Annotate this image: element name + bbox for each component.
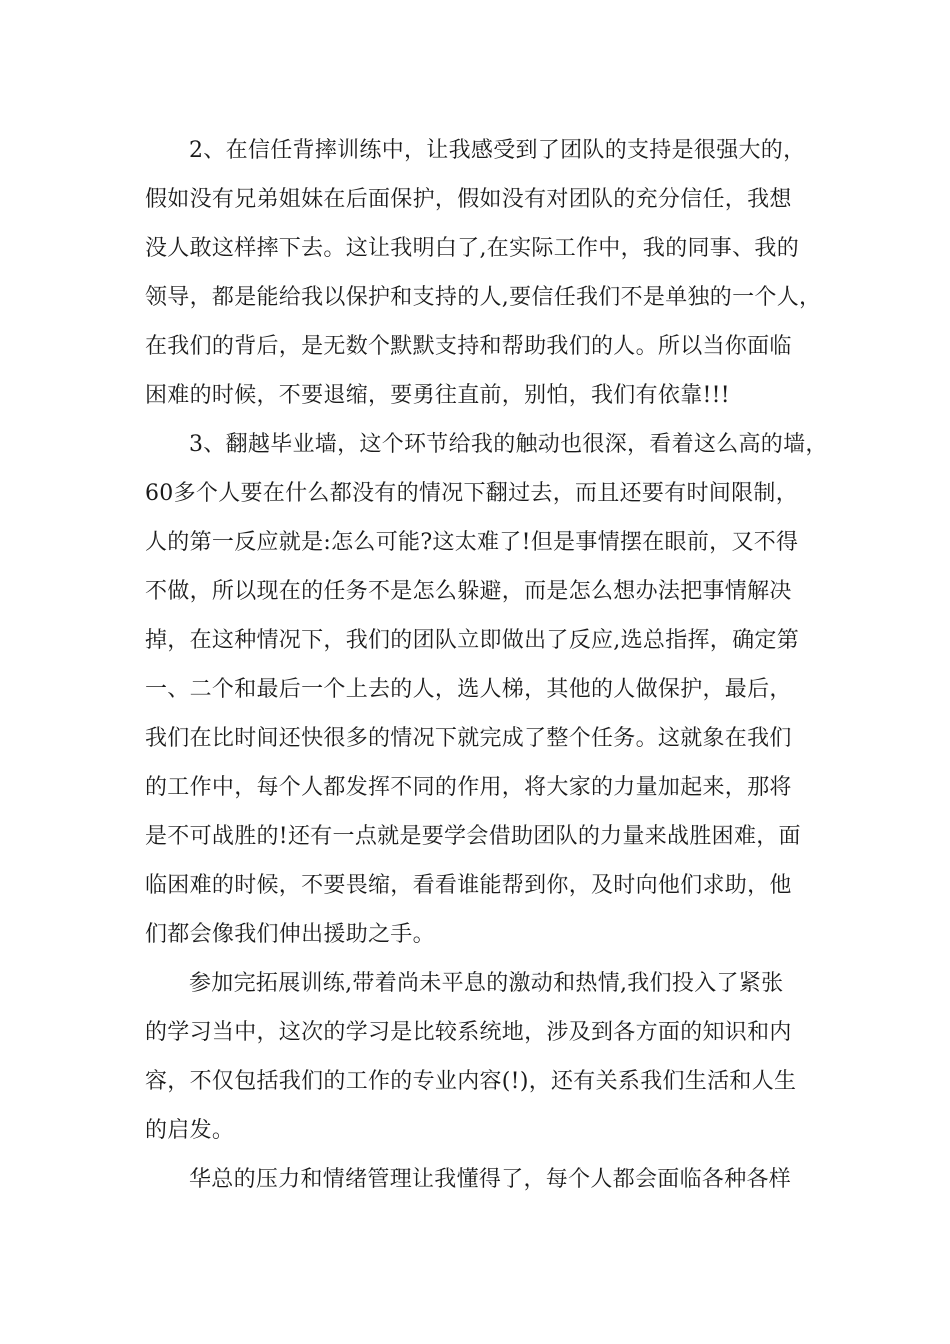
text-line: 容，不仅包括我们的工作的专业内容(!)，还有关系我们生活和人生 [145, 1069, 797, 1094]
text-line: 2、在信任背摔训练中，让我感受到了团队的支持是很强大的， [189, 138, 806, 163]
text-line: 60多个人要在什么都没有的情况下翻过去，而且还要有时间限制， [145, 481, 798, 506]
paragraph-study [145, 959, 825, 1155]
text-line: 没人敢这样摔下去。这让我明白了,在实际工作中，我的同事、我的 [145, 236, 799, 261]
text-line: 困难的时候，不要退缩，要勇往直前，别怕，我们有依靠!!! [145, 383, 730, 408]
text-line: 掉，在这种情况下，我们的团队立即做出了反应,选总指挥，确定第 [145, 628, 799, 653]
text-line: 的学习当中，这次的学习是比较系统地，涉及到各方面的知识和内 [145, 1020, 792, 1045]
text-line: 临困难的时候，不要畏缩，看看谁能帮到你，及时向他们求助，他 [145, 873, 792, 898]
paragraph-stress-management [145, 1155, 825, 1204]
text-line: 不做，所以现在的任务不是怎么躲避，而是怎么想办法把事情解决 [145, 579, 792, 604]
text-line: 人的第一反应就是:怎么可能?这太难了!但是事情摆在眼前，又不得 [145, 530, 799, 555]
text-line: 是不可战胜的!还有一点就是要学会借助团队的力量来战胜困难，面 [145, 824, 801, 849]
text-line: 们都会像我们伸出援助之手。 [145, 922, 435, 947]
document-body [145, 126, 828, 1204]
text-line: 3、翻越毕业墙，这个环节给我的触动也很深，看着这么高的墙， [189, 432, 828, 457]
text-line: 假如没有兄弟姐妹在后面保护，假如没有对团队的充分信任，我想 [145, 187, 792, 212]
text-line: 的工作中，每个人都发挥不同的作用，将大家的力量加起来，那将 [145, 775, 792, 800]
text-line: 的启发。 [145, 1118, 235, 1143]
text-line: 我们在比时间还快很多的情况下就完成了整个任务。这就象在我们 [145, 726, 792, 751]
text-line: 领导，都是能给我以保护和支持的人,要信任我们不是单独的一个人， [145, 285, 822, 310]
paragraph-graduation-wall [145, 420, 828, 959]
text-line: 参加完拓展训练,带着尚未平息的激动和热情,我们投入了紧张 [189, 971, 784, 996]
text-line: 华总的压力和情绪管理让我懂得了，每个人都会面临各种各样 [189, 1167, 792, 1192]
paragraph-trust-fall [145, 126, 825, 420]
text-line: 在我们的背后，是无数个默默支持和帮助我们的人。所以当你面临 [145, 334, 792, 359]
text-line: 一、二个和最后一个上去的人，选人梯，其他的人做保护，最后， [145, 677, 792, 702]
